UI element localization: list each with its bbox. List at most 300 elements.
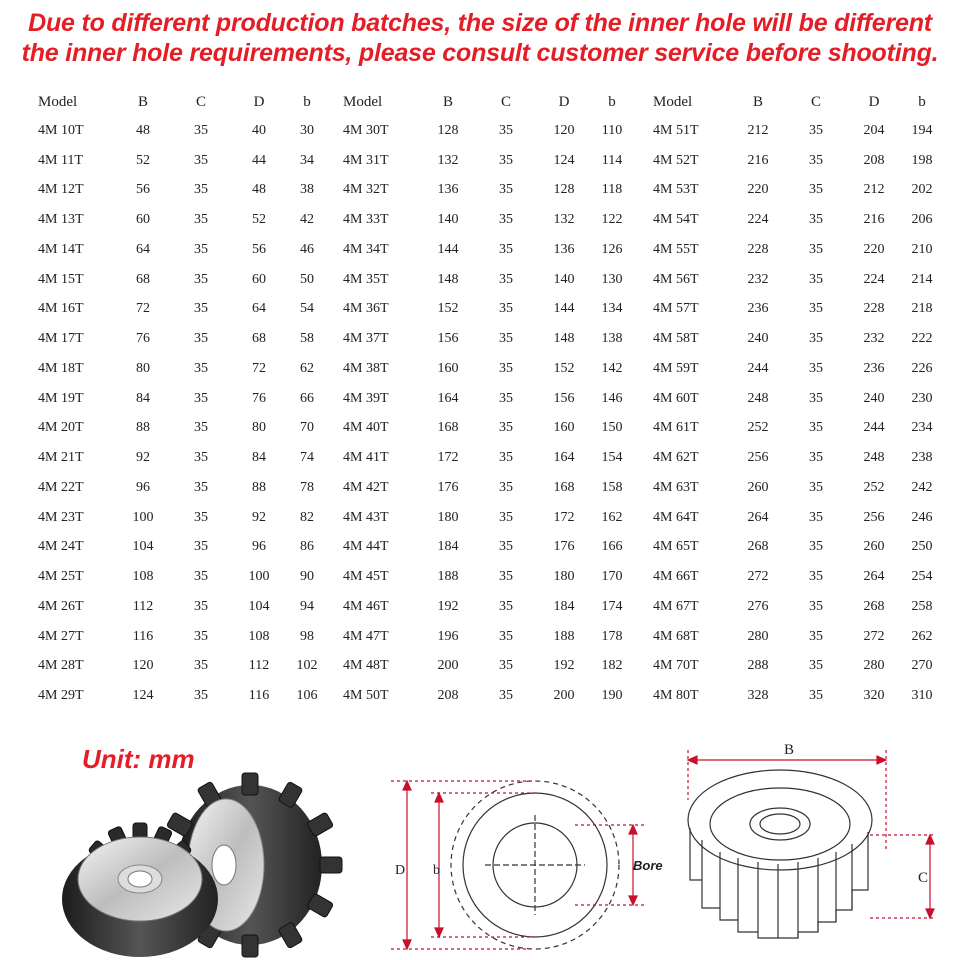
table-row [343, 265, 631, 295]
table-row [343, 324, 631, 354]
table-cell: 4M 68T [653, 628, 699, 644]
table-cell: 116 [132, 628, 154, 644]
table-cell: 260 [863, 539, 885, 555]
table-cell: 4M 48T [343, 658, 389, 674]
table-row [343, 681, 631, 711]
table-row [343, 414, 631, 444]
table-cell: 35 [194, 241, 208, 257]
table-cell: 112 [248, 658, 270, 674]
table-row [343, 652, 631, 682]
table-cell: 52 [252, 212, 266, 228]
label-B: B [784, 742, 795, 758]
table-row [343, 503, 631, 533]
table-cell: 35 [194, 509, 208, 525]
table-row [343, 443, 631, 473]
table-cell: 208 [863, 152, 885, 168]
column-header: D [868, 93, 880, 110]
table-cell: 35 [499, 688, 513, 704]
table-cell: 4M 51T [653, 122, 699, 138]
table-cell: 180 [553, 569, 575, 585]
table-row [38, 146, 326, 176]
table-cell: 4M 50T [343, 688, 389, 704]
table-cell: 94 [300, 598, 314, 614]
gear-sketch [688, 770, 872, 938]
column-header: C [810, 93, 821, 110]
column-header: B [442, 93, 453, 110]
table-cell: 4M 55T [653, 241, 699, 257]
table-row [38, 562, 326, 592]
table-cell: 48 [252, 182, 266, 198]
table-cell: 100 [248, 569, 270, 585]
table-cell: 268 [747, 539, 769, 555]
table-cell: 184 [437, 539, 459, 555]
table-cell: 328 [747, 688, 769, 704]
table-cell: 68 [252, 331, 266, 347]
table-cell: 118 [601, 182, 623, 198]
table-cell: 35 [499, 628, 513, 644]
table-row [38, 503, 326, 533]
table-cell: 35 [194, 479, 208, 495]
table-row [653, 473, 941, 503]
column-header: b [303, 93, 311, 110]
table-cell: 4M 19T [38, 390, 84, 406]
table-cell: 104 [248, 598, 270, 614]
table-cell: 280 [863, 658, 885, 674]
table-cell: 4M 52T [653, 152, 699, 168]
table-row [653, 146, 941, 176]
table-row [653, 324, 941, 354]
table-cell: 4M 16T [38, 301, 84, 317]
table-cell: 58 [300, 331, 314, 347]
table-row [38, 324, 326, 354]
column-header: Model [38, 93, 78, 110]
table-cell: 40 [252, 122, 266, 138]
table-cell: 4M 23T [38, 509, 84, 525]
table-cell: 35 [809, 628, 823, 644]
label-C: C [918, 870, 929, 886]
table-cell: 35 [809, 420, 823, 436]
table-cell: 66 [300, 390, 314, 406]
table-row [653, 652, 941, 682]
table-cell: 200 [553, 688, 575, 704]
table-cell: 4M 15T [38, 271, 84, 287]
table-cell: 35 [194, 212, 208, 228]
gear-side-diagram [680, 740, 950, 955]
table-cell: 4M 35T [343, 271, 389, 287]
table-cell: 4M 54T [653, 212, 699, 228]
table-cell: 198 [911, 152, 933, 168]
table-cell: 192 [553, 658, 575, 674]
table-cell: 92 [252, 509, 266, 525]
table-cell: 202 [911, 182, 933, 198]
table-cell: 114 [601, 152, 623, 168]
table-cell: 4M 10T [38, 122, 84, 138]
table-cell: 82 [300, 509, 314, 525]
table-cell: 4M 46T [343, 598, 389, 614]
table-cell: 4M 12T [38, 182, 84, 198]
table-cell: 35 [194, 539, 208, 555]
table-cell: 226 [911, 360, 933, 376]
table-cell: 84 [136, 390, 150, 406]
table-cell: 100 [132, 509, 154, 525]
table-row [653, 176, 941, 206]
table-row [38, 473, 326, 503]
table-cell: 184 [553, 598, 575, 614]
table-cell: 110 [601, 122, 623, 138]
table-cell: 35 [809, 241, 823, 257]
table-cell: 35 [499, 539, 513, 555]
table-cell: 96 [252, 539, 266, 555]
table-cell: 156 [437, 331, 459, 347]
table-row [653, 295, 941, 325]
table-cell: 54 [300, 301, 314, 317]
table-cell: 4M 17T [38, 331, 84, 347]
table-cell: 35 [809, 539, 823, 555]
table-row [653, 503, 941, 533]
column-header: D [253, 93, 265, 110]
table-cell: 35 [809, 658, 823, 674]
table-cell: 258 [911, 598, 933, 614]
table-cell: 162 [601, 509, 623, 525]
table-cell: 4M 40T [343, 420, 389, 436]
table-row [653, 354, 941, 384]
table-cell: 216 [863, 212, 885, 228]
table-cell: 86 [300, 539, 314, 555]
table-cell: 4M 31T [343, 152, 389, 168]
table-cell: 35 [499, 331, 513, 347]
table-cell: 56 [252, 241, 266, 257]
table-row [343, 622, 631, 652]
table-cell: 120 [132, 658, 154, 674]
table-cell: 158 [601, 479, 623, 495]
table-cell: 35 [194, 450, 208, 466]
table-cell: 34 [300, 152, 314, 168]
table-header-row [343, 88, 631, 116]
label-D: D [395, 863, 406, 878]
table-cell: 112 [132, 598, 154, 614]
table-cell: 160 [437, 360, 459, 376]
table-cell: 232 [863, 331, 885, 347]
table-cell: 192 [437, 598, 459, 614]
table-cell: 74 [300, 450, 314, 466]
table-cell: 4M 11T [38, 152, 83, 168]
table-cell: 126 [601, 241, 623, 257]
table-cell: 35 [194, 182, 208, 198]
table-cell: 4M 25T [38, 569, 84, 585]
table-cell: 244 [747, 360, 769, 376]
table-cell: 220 [747, 182, 769, 198]
table-cell: 96 [136, 479, 150, 495]
table-cell: 128 [553, 182, 575, 198]
table-cell: 35 [499, 152, 513, 168]
table-cell: 4M 63T [653, 479, 699, 495]
table-cell: 130 [601, 271, 623, 287]
table-cell: 188 [437, 569, 459, 585]
table-cell: 35 [809, 360, 823, 376]
table-row [343, 235, 631, 265]
table-cell: 132 [553, 212, 575, 228]
table-cell: 168 [553, 479, 575, 495]
table-cell: 170 [601, 569, 623, 585]
gear-front-diagram [385, 770, 685, 960]
table-cell: 35 [809, 569, 823, 585]
table-cell: 35 [499, 450, 513, 466]
table-cell: 50 [300, 271, 314, 287]
column-header: D [558, 93, 570, 110]
table-cell: 124 [132, 688, 154, 704]
table-cell: 4M 67T [653, 598, 699, 614]
table-cell: 35 [194, 152, 208, 168]
table-cell: 108 [132, 569, 154, 585]
table-cell: 4M 13T [38, 212, 84, 228]
column-header: C [195, 93, 206, 110]
table-cell: 288 [747, 658, 769, 674]
table-cell: 176 [553, 539, 575, 555]
table-cell: 4M 44T [343, 539, 389, 555]
table-row [653, 622, 941, 652]
table-cell: 35 [499, 420, 513, 436]
column-header: Model [653, 93, 693, 110]
table-cell: 4M 29T [38, 688, 84, 704]
table-cell: 4M 57T [653, 301, 699, 317]
table-row [653, 533, 941, 563]
table-cell: 35 [499, 182, 513, 198]
table-cell: 216 [747, 152, 769, 168]
table-cell: 194 [911, 122, 933, 138]
spec-table-2 [343, 88, 631, 711]
table-cell: 272 [747, 569, 769, 585]
table-cell: 4M 14T [38, 241, 84, 257]
table-cell: 248 [863, 450, 885, 466]
table-cell: 136 [437, 182, 459, 198]
table-cell: 35 [499, 479, 513, 495]
table-cell: 35 [499, 360, 513, 376]
table-cell: 35 [194, 390, 208, 406]
table-cell: 35 [194, 301, 208, 317]
table-row [38, 235, 326, 265]
column-header: Model [343, 93, 383, 110]
column-header: B [137, 93, 148, 110]
table-cell: 178 [601, 628, 623, 644]
table-cell: 268 [863, 598, 885, 614]
table-cell: 60 [136, 212, 150, 228]
table-cell: 98 [300, 628, 314, 644]
table-cell: 196 [437, 628, 459, 644]
table-cell: 168 [437, 420, 459, 436]
table-cell: 35 [194, 628, 208, 644]
table-cell: 164 [437, 390, 459, 406]
table-cell: 4M 34T [343, 241, 389, 257]
table-cell: 212 [863, 182, 885, 198]
table-cell: 35 [194, 122, 208, 138]
table-cell: 228 [747, 241, 769, 257]
table-cell: 4M 47T [343, 628, 389, 644]
table-cell: 248 [747, 390, 769, 406]
column-header: C [500, 93, 511, 110]
table-cell: 35 [194, 331, 208, 347]
table-cell: 76 [252, 390, 266, 406]
table-row [653, 592, 941, 622]
table-cell: 35 [194, 420, 208, 436]
table-cell: 222 [911, 331, 933, 347]
table-cell: 4M 66T [653, 569, 699, 585]
table-cell: 90 [300, 569, 314, 585]
column-header: b [918, 93, 926, 110]
table-cell: 208 [437, 688, 459, 704]
table-cell: 84 [252, 450, 266, 466]
table-row [343, 354, 631, 384]
table-cell: 64 [136, 241, 150, 257]
table-cell: 142 [601, 360, 623, 376]
table-row [38, 443, 326, 473]
table-cell: 4M 21T [38, 450, 84, 466]
table-row [38, 265, 326, 295]
table-cell: 4M 41T [343, 450, 389, 466]
table-cell: 72 [252, 360, 266, 376]
table-header-row [38, 88, 326, 116]
table-row [38, 205, 326, 235]
table-cell: 4M 61T [653, 420, 699, 436]
table-cell: 4M 24T [38, 539, 84, 555]
table-cell: 35 [809, 688, 823, 704]
table-cell: 146 [601, 390, 623, 406]
table-cell: 156 [553, 390, 575, 406]
table-cell: 35 [499, 598, 513, 614]
table-cell: 52 [136, 152, 150, 168]
column-header: b [608, 93, 616, 110]
table-cell: 232 [747, 271, 769, 287]
table-cell: 136 [553, 241, 575, 257]
table-cell: 30 [300, 122, 314, 138]
table-header-row [653, 88, 941, 116]
table-cell: 272 [863, 628, 885, 644]
table-cell: 102 [296, 658, 318, 674]
table-cell: 35 [809, 331, 823, 347]
table-cell: 218 [911, 301, 933, 317]
table-row [38, 384, 326, 414]
table-cell: 4M 18T [38, 360, 84, 376]
table-row [38, 622, 326, 652]
table-cell: 204 [863, 122, 885, 138]
table-row [343, 384, 631, 414]
table-cell: 230 [911, 390, 933, 406]
table-cell: 122 [601, 212, 623, 228]
notice-line-2: the inner hole requirements, please consult customer service before shooting. [21, 39, 939, 67]
table-cell: 4M 80T [653, 688, 699, 704]
table-row [653, 414, 941, 444]
table-cell: 238 [911, 450, 933, 466]
table-cell: 134 [601, 301, 623, 317]
table-cell: 240 [747, 331, 769, 347]
table-cell: 4M 22T [38, 479, 84, 495]
table-cell: 35 [499, 271, 513, 287]
table-cell: 35 [499, 658, 513, 674]
table-cell: 44 [252, 152, 266, 168]
table-cell: 190 [601, 688, 623, 704]
table-row [38, 116, 326, 146]
table-cell: 180 [437, 509, 459, 525]
notice-line-1: Due to different production batches, the size of the inner hole will be different [28, 9, 932, 37]
table-cell: 4M 60T [653, 390, 699, 406]
table-cell: 276 [747, 598, 769, 614]
table-cell: 35 [809, 509, 823, 525]
table-cell: 144 [553, 301, 575, 317]
table-cell: 35 [809, 152, 823, 168]
table-cell: 4M 26T [38, 598, 84, 614]
table-cell: 242 [911, 479, 933, 495]
table-cell: 4M 32T [343, 182, 389, 198]
table-cell: 132 [437, 152, 459, 168]
table-row [653, 562, 941, 592]
table-row [343, 176, 631, 206]
table-cell: 35 [499, 241, 513, 257]
table-cell: 166 [601, 539, 623, 555]
table-cell: 148 [437, 271, 459, 287]
table-row [343, 116, 631, 146]
table-row [343, 562, 631, 592]
table-row [38, 354, 326, 384]
table-cell: 60 [252, 271, 266, 287]
table-cell: 148 [553, 331, 575, 347]
table-cell: 152 [553, 360, 575, 376]
table-cell: 35 [809, 479, 823, 495]
table-cell: 246 [911, 509, 933, 525]
table-cell: 38 [300, 182, 314, 198]
table-cell: 35 [809, 182, 823, 198]
table-cell: 220 [863, 241, 885, 257]
table-cell: 124 [553, 152, 575, 168]
table-cell: 4M 38T [343, 360, 389, 376]
spec-table-1 [38, 88, 326, 711]
table-cell: 88 [136, 420, 150, 436]
table-cell: 256 [863, 509, 885, 525]
table-cell: 4M 53T [653, 182, 699, 198]
column-header: B [752, 93, 763, 110]
table-cell: 35 [194, 598, 208, 614]
table-cell: 4M 39T [343, 390, 389, 406]
table-cell: 144 [437, 241, 459, 257]
table-cell: 35 [499, 122, 513, 138]
table-cell: 140 [553, 271, 575, 287]
table-cell: 140 [437, 212, 459, 228]
table-row [653, 443, 941, 473]
table-row [343, 473, 631, 503]
table-cell: 106 [296, 688, 318, 704]
label-bore: Bore [633, 858, 663, 873]
table-cell: 35 [194, 360, 208, 376]
table-cell: 240 [863, 390, 885, 406]
table-cell: 64 [252, 301, 266, 317]
table-cell: 88 [252, 479, 266, 495]
table-cell: 120 [553, 122, 575, 138]
table-row [653, 116, 941, 146]
spec-table-3 [653, 88, 941, 711]
table-cell: 35 [499, 301, 513, 317]
table-row [343, 295, 631, 325]
table-cell: 262 [911, 628, 933, 644]
table-cell: 270 [911, 658, 933, 674]
table-cell: 4M 65T [653, 539, 699, 555]
table-cell: 72 [136, 301, 150, 317]
table-cell: 176 [437, 479, 459, 495]
table-cell: 56 [136, 182, 150, 198]
table-row [653, 205, 941, 235]
table-cell: 4M 42T [343, 479, 389, 495]
unit-label: Unit: mm [82, 744, 195, 774]
table-cell: 48 [136, 122, 150, 138]
table-cell: 212 [747, 122, 769, 138]
table-cell: 4M 36T [343, 301, 389, 317]
